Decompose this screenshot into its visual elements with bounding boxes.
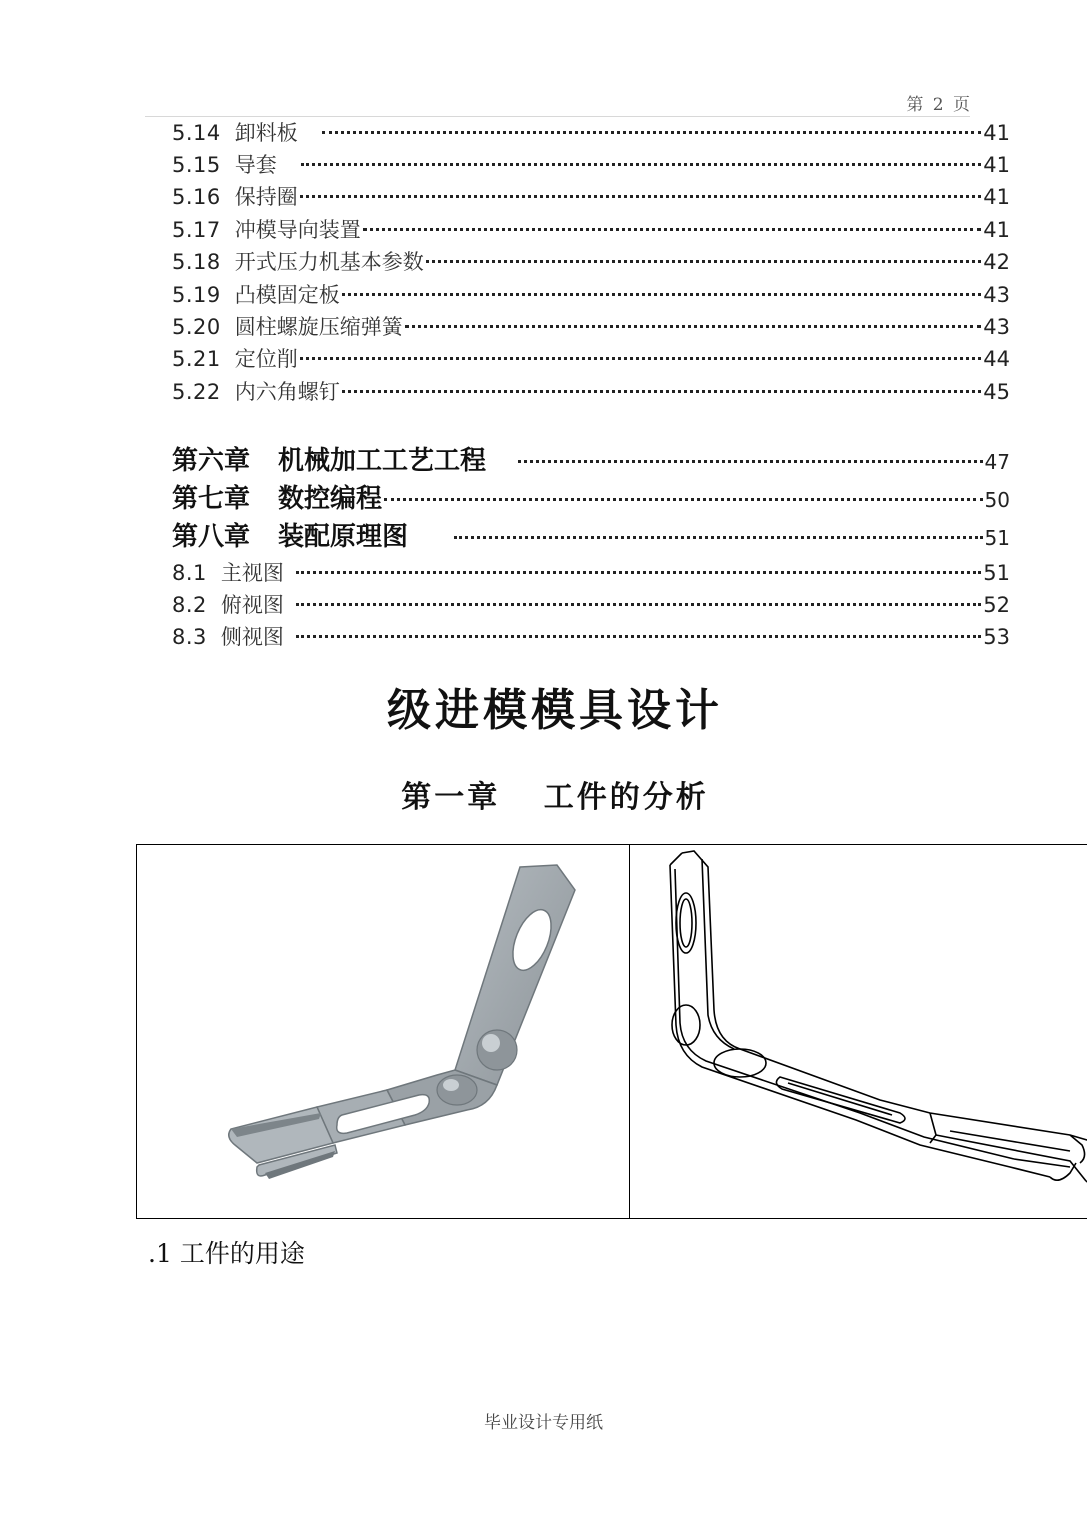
toc-leader-dots — [342, 293, 982, 296]
toc-chapter-entry[interactable] — [172, 443, 1010, 479]
toc-entry-title: 卸料板 — [234, 121, 298, 145]
section-number: .1 — [148, 1239, 172, 1268]
toc-leader-dots — [296, 571, 981, 574]
toc-leader-dots — [342, 390, 982, 393]
toc-entry-title: 圆柱螺旋压缩弹簧 — [234, 315, 403, 339]
toc-entry-number: 5.22 — [172, 380, 221, 404]
toc-entry-page: 53 — [983, 625, 1010, 649]
toc-entry-title: 侧视图 — [220, 625, 284, 649]
toc-entry-number: 8.2 — [172, 593, 207, 617]
toc-entry-number: 5.14 — [172, 121, 221, 145]
toc-entry-number: 5.18 — [172, 250, 221, 274]
toc-chapter-label: 第八章 — [172, 522, 251, 552]
toc-entry-number: 8.1 — [172, 561, 207, 585]
toc-chapter-entry[interactable] — [172, 481, 1010, 517]
toc-leader-dots — [405, 325, 982, 328]
toc-entry-number: 8.3 — [172, 625, 207, 649]
toc-entry-page: 51 — [983, 561, 1010, 585]
toc-entry-title: 开式压力机基本参数 — [234, 250, 424, 274]
toc-leader-dots — [300, 195, 982, 198]
toc-chapter-label: 第七章 — [172, 484, 251, 514]
toc-entry-page: 42 — [983, 250, 1010, 274]
toc-chapter-title: 数控编程 — [278, 484, 383, 514]
toc-leader-dots — [518, 460, 983, 463]
toc-entry-title: 俯视图 — [220, 593, 284, 617]
toc-entry[interactable] — [172, 590, 1010, 620]
toc-entry-title: 定位削 — [234, 347, 298, 371]
toc-entry-number: 5.20 — [172, 315, 221, 339]
toc-chapter-title: 装配原理图 — [278, 522, 409, 552]
toc-entry-title: 保持圈 — [234, 185, 298, 209]
toc-entry-number: 5.17 — [172, 218, 221, 242]
toc-chapter-label: 第六章 — [172, 446, 251, 476]
toc-leader-dots — [384, 498, 983, 501]
toc-leader-dots — [454, 536, 983, 539]
toc-entry-page: 43 — [983, 283, 1010, 307]
toc-entry-number: 5.16 — [172, 185, 221, 209]
toc-entry-number: 5.19 — [172, 283, 221, 307]
toc-entry[interactable] — [172, 182, 1010, 212]
toc-entry-page: 45 — [983, 380, 1010, 404]
toc-entry-page: 41 — [983, 153, 1010, 177]
toc-entry-title: 内六角螺钉 — [234, 380, 340, 404]
toc-entry-page: 41 — [983, 218, 1010, 242]
toc-entry[interactable] — [172, 558, 1010, 588]
toc-entry[interactable] — [172, 215, 1010, 245]
toc-entry[interactable] — [172, 312, 1010, 342]
toc-chapter-entry[interactable] — [172, 519, 1010, 555]
chapter-heading: 第一章 工件的分析 — [401, 780, 709, 815]
toc-entry[interactable] — [172, 344, 1010, 374]
page-footer: 毕业设计专用纸 — [484, 1413, 603, 1433]
toc-chapter-page: 47 — [984, 450, 1010, 474]
toc-entry[interactable] — [172, 280, 1010, 310]
toc-leader-dots — [426, 260, 982, 263]
toc-entry-title: 导套 — [234, 153, 277, 177]
toc-leader-dots — [300, 357, 982, 360]
document-title: 级进模模具设计 — [387, 685, 723, 736]
toc-entry-title: 冲模导向装置 — [234, 218, 361, 242]
toc-chapter-title: 机械加工工艺工程 — [278, 446, 487, 476]
toc-entry-title: 凸模固定板 — [234, 283, 340, 307]
toc-entry-page: 41 — [983, 121, 1010, 145]
toc-entry[interactable] — [172, 150, 1010, 180]
toc-entry-number: 5.15 — [172, 153, 221, 177]
toc-entry-page: 44 — [983, 347, 1010, 371]
toc-leader-dots — [296, 635, 981, 638]
toc-entry-title: 主视图 — [220, 561, 284, 585]
page-number: 第 2 页 — [906, 95, 970, 115]
toc-leader-dots — [363, 228, 982, 231]
toc-leader-dots — [296, 603, 981, 606]
workpiece-figure — [136, 844, 1087, 1219]
toc-leader-dots — [322, 131, 982, 134]
section-title: 工件的用途 — [179, 1239, 305, 1268]
toc-entry[interactable] — [172, 118, 1010, 148]
toc-entry[interactable] — [172, 622, 1010, 652]
toc-entry[interactable] — [172, 377, 1010, 407]
toc-entry-page: 52 — [983, 593, 1010, 617]
toc-entry-page: 43 — [983, 315, 1010, 339]
wireframe-part-drawing — [630, 845, 1087, 1218]
toc-entry[interactable] — [172, 247, 1010, 277]
section-heading — [148, 1234, 305, 1270]
toc-chapter-page: 51 — [984, 526, 1010, 550]
page-header — [145, 86, 970, 117]
toc-leader-dots — [301, 163, 982, 166]
toc-entry-number: 5.21 — [172, 347, 221, 371]
toc-chapter-page: 50 — [984, 488, 1010, 512]
toc-entry-page: 41 — [983, 185, 1010, 209]
shaded-part-render — [137, 845, 629, 1218]
